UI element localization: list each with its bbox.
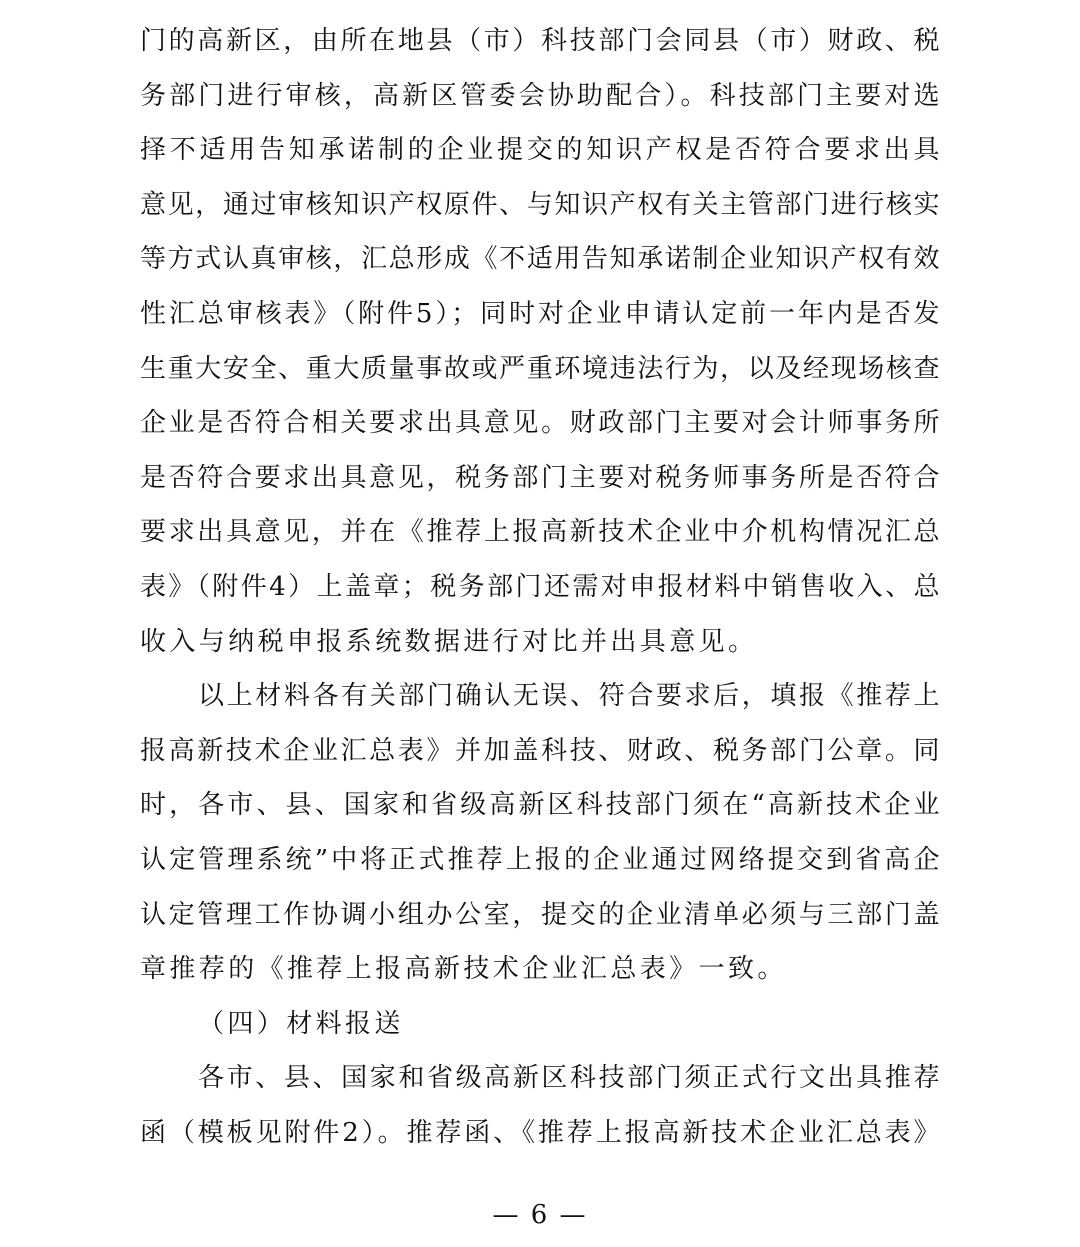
text-line: 收入与纳税申报系统数据进行对比并出具意见。 <box>140 626 758 657</box>
text-line: 认定管理系统”中将正式推荐上报的企业通过网络提交到省高企 <box>140 844 940 875</box>
text-line: 门的高新区，由所在地县（市）科技部门会同县（市）财政、税 <box>140 26 940 56</box>
text-line: 时，各市、县、国家和省级高新区科技部门须在“高新技术企业 <box>140 790 940 821</box>
text-line: 生重大安全、重大质量事故或严重环境违法行为，以及经现场核查 <box>140 353 940 384</box>
text-line: 择不适用告知承诺制的企业提交的知识产权是否符合要求出具 <box>140 135 940 166</box>
text-line: 务部门进行审核，高新区管委会协助配合）。科技部门主要对选 <box>140 80 940 111</box>
text-line: 意见，通过审核知识产权原件、与知识产权有关主管部门进行核实 <box>140 189 940 220</box>
paragraph-first-line: 以上材料各有关部门确认无误、符合要求后，填报《推荐上 <box>198 681 940 712</box>
text-line: 企业是否符合相关要求出具意见。财政部门主要对会计师事务所 <box>140 408 940 439</box>
text-line: 表》（附件4）上盖章；税务部门还需对申报材料中销售收入、总 <box>140 571 940 602</box>
text-line: 要求出具意见，并在《推荐上报高新技术企业中介机构情况汇总 <box>140 517 940 548</box>
text-line: 认定管理工作协调小组办公室，提交的企业清单必须与三部门盖 <box>140 899 940 930</box>
section-heading: （四）材料报送 <box>198 1008 404 1039</box>
paragraph-first-line: 各市、县、国家和省级高新区科技部门须正式行文出具推荐 <box>198 1063 940 1094</box>
text-line: 是否符合要求出具意见，税务部门主要对税务师事务所是否符合 <box>140 462 940 493</box>
text-line: 报高新技术企业汇总表》并加盖科技、财政、税务部门公章。同 <box>140 735 940 766</box>
body-text <box>140 14 940 1160</box>
text-line: 性汇总审核表》（附件5）；同时对企业申请认定前一年内是否发 <box>140 298 940 329</box>
text-line: 章推荐的《推荐上报高新技术企业汇总表》一致。 <box>140 954 787 985</box>
text-line: 函（模板见附件2）。推荐函、《推荐上报高新技术企业汇总表》 <box>140 1117 940 1148</box>
page-number: — 6 — <box>492 1200 588 1230</box>
text-line: 等方式认真审核，汇总形成《不适用告知承诺制企业知识产权有效 <box>140 244 940 275</box>
